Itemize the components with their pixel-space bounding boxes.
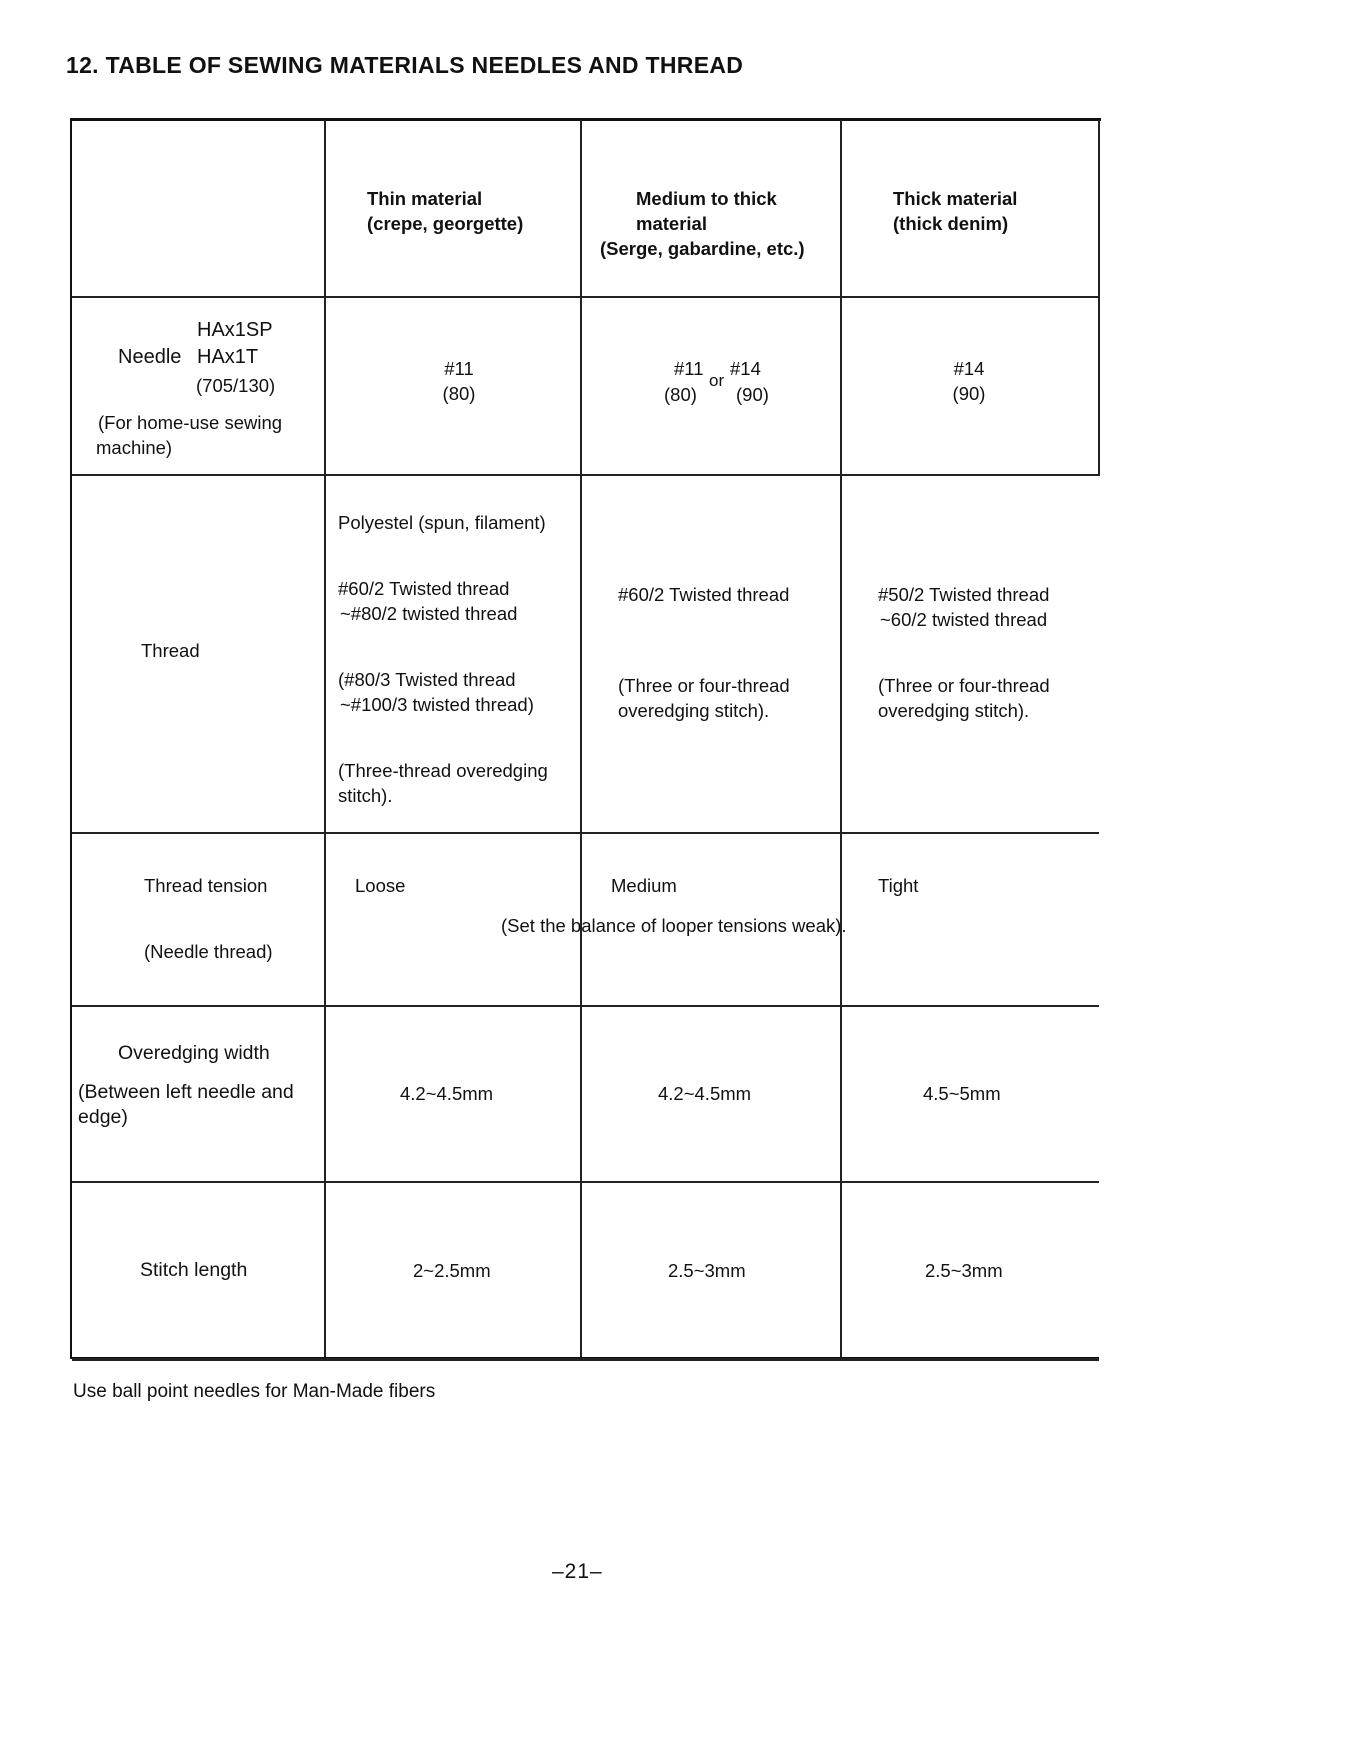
thread-thick: #50/2 Twisted thread ~60/2 twisted thread (Three or four-thread overedging stitch). [878,584,1050,721]
width-thin: 4.2~4.5mm [400,1083,494,1104]
column-divider [580,120,582,1357]
tension-thin: Loose [355,875,406,896]
tension-medium: Medium [611,875,677,896]
stitch-thick: 2.5~3mm [925,1260,1003,1281]
needle-thin: #11 (80) [442,358,476,404]
stitch-label: Stitch length [140,1259,248,1281]
tension-label: Thread tension (Needle thread) [144,875,273,962]
page-number: –21– [552,1560,603,1583]
column-divider [324,120,326,1357]
row-divider [72,474,1099,476]
stitch-thin: 2~2.5mm [413,1260,491,1281]
row-divider [72,296,1099,298]
thread-label: Thread [141,640,200,661]
page-title: 12. TABLE OF SEWING MATERIALS NEEDLES AND THREAD [66,52,744,78]
needle-thick: #14 (90) [952,358,986,404]
header-medium: Medium to thick material (Serge, gabardine, etc.) [600,188,805,259]
width-thick: 4.5~5mm [923,1083,1001,1104]
row-divider [72,1181,1099,1183]
row-divider [72,832,1099,834]
tension-thick: Tight [878,875,919,896]
sewing-materials-table: Thin material (crepe, georgette) Medium to thick material (Serge, gabardine, etc.) Thick material (thick denim) HAx1SP Needle HAx1T (705/130) (For home-use sewing machine) #11 (80) #11 #14 (80) (90) or #14 (90) Thread Polyestel (spun, filament) #60/2 Twisted thread ~#80/2 twisted thread (#80/3 Twisted thread ~#100/3 twisted thread) (Three-thread overedging stitch). #60/2 Twisted thread (Three or four-thread overedging stitch). #50/2 Twisted thread ~60/2 twisted thread (Three or four-thread overedging stitch). Thread tension (Needle thread) Loose Medium Tight (Set the balance of looper tensions weak). Overedging width (Between left needle and edge) 4.2~4.5mm 4.2~4.5mm 4.5~5mm Stitch length 2~2.5mm 2.5~3mm 2.5~3mm [70,118,1099,1359]
header-thick: Thick material (thick denim) [893,188,1018,234]
tension-note: (Set the balance of looper tensions weak). [501,915,847,936]
width-medium: 4.2~4.5mm [658,1083,752,1104]
thread-medium: #60/2 Twisted thread (Three or four-thread overedging stitch). [618,584,790,721]
stitch-medium: 2.5~3mm [668,1260,746,1281]
table-right-edge [1098,120,1100,476]
row-divider [72,1358,1099,1361]
column-divider [840,120,842,1357]
header-thin: Thin material (crepe, georgette) [367,188,524,234]
thread-thin: Polyestel (spun, filament) #60/2 Twisted thread ~#80/2 twisted thread (#80/3 Twisted thread ~#100/3 twisted thread) (Three-thread overedging stitch). [338,512,548,806]
width-label: Overedging width (Between left needle and edge) [78,1042,294,1128]
row-divider [72,1005,1099,1007]
footnote: Use ball point needles for Man-Made fibers [73,1381,436,1402]
